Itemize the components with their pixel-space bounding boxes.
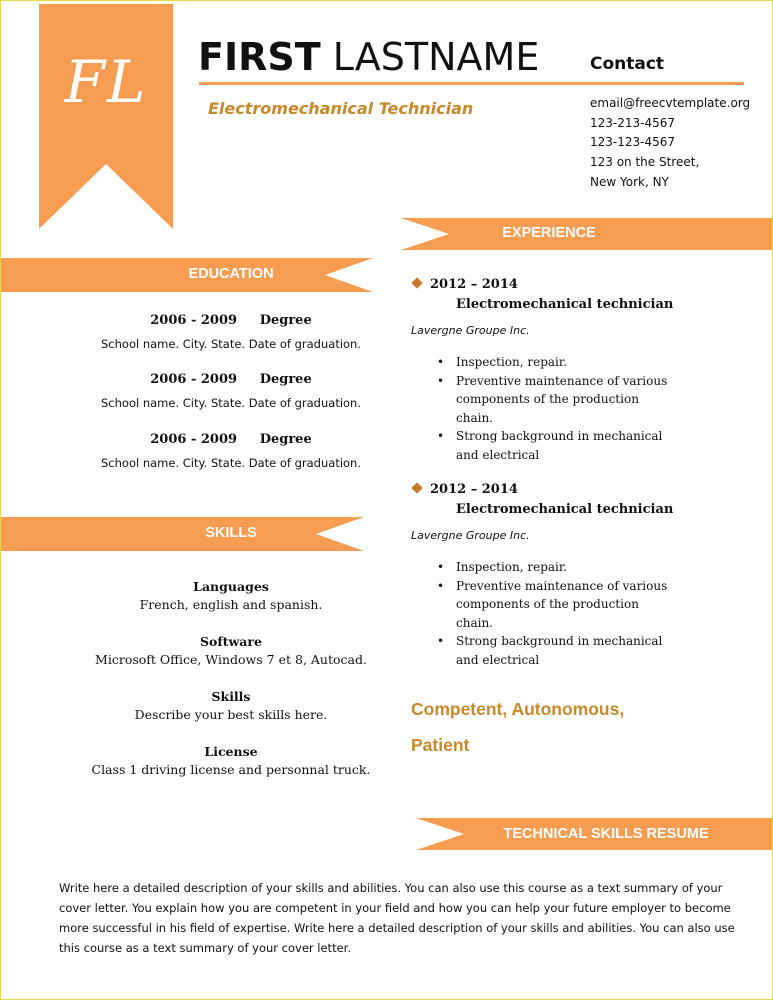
skill-description: French, english and spanish.	[139, 597, 323, 612]
skill-item	[1, 744, 461, 777]
education-details: School name. City. State. Date of graduation.	[101, 396, 361, 410]
experience-duties	[437, 353, 676, 464]
skill-title: License	[204, 744, 258, 759]
education-heading: EDUCATION	[188, 266, 274, 282]
duty-item	[437, 372, 676, 428]
monogram-initials: FL	[64, 48, 148, 116]
education-degree: Degree	[259, 313, 312, 328]
duty-text: Inspection, repair.	[456, 560, 568, 574]
education-ribbon	[1, 258, 373, 292]
duty-text: and electrical	[456, 652, 540, 667]
diamond-bullet-icon	[411, 482, 422, 493]
duty-text: Strong background in mechanical	[456, 634, 663, 648]
education-heading-line	[1, 313, 461, 328]
experience-ribbon	[401, 216, 772, 251]
duty-item	[437, 353, 676, 372]
experience-entry	[411, 277, 751, 462]
name-underline	[199, 82, 744, 85]
education-heading-line	[1, 372, 461, 387]
qualities-line: Patient	[411, 735, 470, 755]
duty-item	[437, 558, 676, 577]
contact-email: email@freecvtemplate.org	[590, 96, 751, 110]
technical-skills-heading: TECHNICAL SKILLS RESUME	[503, 826, 709, 842]
contact-phone-2: 123-123-4567	[590, 135, 676, 150]
skills-heading: SKILLS	[205, 525, 257, 541]
contact-heading: Contact	[590, 54, 665, 74]
experience-company: Lavergne Groupe Inc.	[411, 529, 530, 542]
diamond-bullet-icon	[411, 277, 422, 288]
duty-item	[437, 427, 676, 464]
qualities	[411, 691, 641, 763]
education-heading-line	[1, 432, 461, 447]
contact-phone-1: 123-213-4567	[590, 115, 676, 130]
last-name: LASTNAME	[332, 35, 540, 79]
experience-heading: EXPERIENCE	[502, 225, 596, 241]
duty-text: Preventive maintenance of various	[456, 578, 668, 593]
full-name	[198, 35, 539, 79]
first-name: FIRST	[198, 35, 321, 79]
experience-dates: 2012 – 2014	[430, 482, 518, 497]
education-entry	[1, 432, 461, 470]
experience-company: Lavergne Groupe Inc.	[411, 324, 530, 337]
job-title: Electromechanical Technician	[208, 99, 474, 118]
duty-item	[437, 577, 676, 633]
education-details: School name. City. State. Date of graduation.	[101, 456, 361, 470]
education-degree: Degree	[259, 372, 312, 387]
experience-dates: 2012 – 2014	[430, 277, 518, 292]
technical-skills-ribbon	[416, 816, 772, 851]
education-details: School name. City. State. Date of graduation.	[101, 337, 361, 351]
skill-title: Languages	[193, 579, 269, 594]
skill-item	[1, 689, 461, 722]
education-entry	[1, 372, 461, 410]
duty-text: Preventive maintenance of various	[456, 373, 668, 388]
experience-entry	[411, 482, 751, 667]
contact-list	[590, 94, 750, 193]
skill-title: Skills	[211, 689, 251, 704]
monogram-banner	[39, 4, 173, 229]
skill-item	[1, 579, 461, 612]
experience-dates-line	[411, 482, 518, 497]
skill-title: Software	[200, 634, 262, 649]
duty-text: Inspection, repair.	[456, 355, 568, 369]
duty-text: components of the production chain.	[456, 597, 639, 630]
education-years: 2006 - 2009	[150, 432, 238, 447]
duty-item	[437, 632, 676, 669]
duty-text: and electrical	[456, 447, 540, 462]
skills-ribbon	[1, 517, 364, 551]
skill-description: Describe your best skills here.	[134, 707, 328, 722]
contact-city: New York, NY	[590, 174, 669, 189]
duty-text: Strong background in mechanical	[456, 429, 663, 443]
technical-summary: Write here a detailed description of your skills and abilities. You can also use this course as a text summary of your cover letter. You explain how you are competent in your field and how you can help your future employer to become more successful in his field of expertise. Write here a detailed description of your skills and abilities. You can also use this course as a text summary of your cover letter.	[59, 881, 735, 955]
education-entry	[1, 313, 461, 351]
education-years: 2006 - 2009	[150, 313, 238, 328]
education-degree: Degree	[259, 432, 312, 447]
skill-item	[1, 634, 461, 667]
contact-street: 123 on the Street,	[590, 155, 700, 170]
experience-title: Electromechanical technician	[456, 502, 674, 517]
education-years: 2006 - 2009	[150, 372, 238, 387]
skill-description: Class 1 driving license and personnal truck.	[91, 762, 371, 777]
qualities-line: Competent, Autonomous,	[411, 699, 625, 719]
duty-text: components of the production chain.	[456, 392, 639, 425]
skill-description: Microsoft Office, Windows 7 et 8, Autocad.	[95, 652, 367, 667]
bookmark-shape	[39, 4, 173, 229]
experience-dates-line	[411, 277, 518, 292]
experience-duties	[437, 558, 676, 669]
experience-title: Electromechanical technician	[456, 297, 674, 312]
